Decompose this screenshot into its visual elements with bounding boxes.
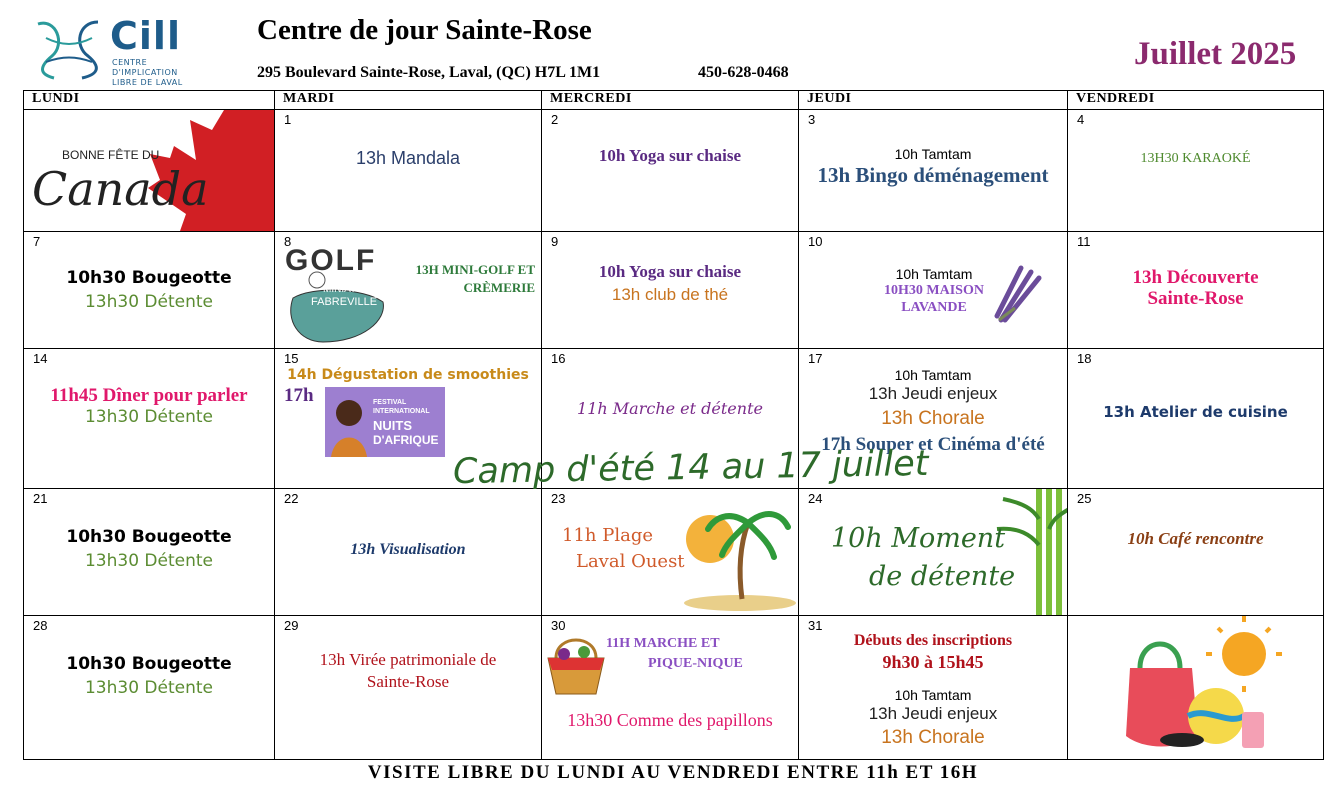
golf-logo-text: GOLF [285, 244, 377, 277]
event-diner: 11h45 Dîner pour parler [50, 385, 248, 406]
day-cell-9 [542, 232, 799, 349]
event-inscriptions-hours: 9h30 à 15h45 [882, 652, 984, 672]
weekday-thursday: JEUDI [799, 91, 1068, 110]
center-phone: 450-628-0468 [698, 64, 789, 81]
day-number: 8 [284, 234, 292, 249]
day-number: 22 [284, 491, 299, 506]
day-cell-canada [24, 110, 275, 232]
event-chorale: 13h Chorale [881, 727, 985, 748]
event-atelier-cuisine: 13h Atelier de cuisine [1103, 403, 1288, 421]
day-number: 15 [284, 351, 299, 366]
day-cell-25 [1068, 489, 1324, 616]
day-cell-2 [542, 110, 799, 232]
logo-subtitle-line-1: CENTRE D'IMPLICATION [112, 58, 178, 77]
event-bougeotte: 10h30 Bougeotte [66, 527, 232, 547]
weekday-friday: VENDREDI [1068, 91, 1324, 110]
event-bougeotte: 10h30 Bougeotte [66, 654, 232, 674]
event-tamtam: 10h Tamtam [894, 367, 972, 383]
festival-line-4: D'AFRIQUE [373, 433, 439, 447]
day-number: 9 [551, 234, 559, 249]
logo-subtitle [112, 58, 202, 88]
event-mandala: 13h Mandala [355, 148, 461, 168]
day-cell-24 [799, 489, 1068, 616]
logo-text: Cill [110, 14, 181, 58]
visit-hours-footer: VISITE LIBRE DU LUNDI AU VENDREDI ENTRE 11h ET 16H [367, 762, 979, 783]
festival-line-2: INTERNATIONAL [373, 408, 430, 415]
day-cell-29 [275, 616, 542, 760]
event-cafe-rencontre: 10h Café rencontre [1127, 529, 1264, 548]
center-address: 295 Boulevard Sainte-Rose, Laval, (QC) H7L 1M1 [257, 64, 601, 81]
event-karaoke: 13H30 KARAOKÉ [1140, 151, 1251, 166]
day-number: 30 [551, 618, 566, 633]
event-viree-2: Sainte-Rose [366, 672, 450, 691]
day-cell-3 [799, 110, 1068, 232]
day-number: 23 [551, 491, 566, 506]
day-cell-30 [542, 616, 799, 760]
event-bingo: 13h Bingo déménagement [817, 163, 1049, 187]
center-name: Centre de jour Sainte-Rose [257, 14, 592, 46]
day-cell-4 [1068, 110, 1324, 232]
event-de-detente: de détente [869, 561, 1016, 592]
portrait-icon [327, 387, 371, 457]
day-cell-7 [24, 232, 275, 349]
event-laval-ouest: Laval Ouest [576, 551, 685, 572]
event-pique-nique: PIQUE-NIQUE [648, 656, 743, 671]
event-marche-pique: 11H MARCHE ET [606, 636, 720, 651]
event-decouverte: 13h Découverte [1132, 267, 1259, 288]
day-number: 3 [808, 112, 816, 127]
day-number: 16 [551, 351, 566, 366]
event-detente: 13h30 Détente [84, 407, 213, 427]
day-number: 29 [284, 618, 299, 633]
event-marche-detente: 11h Marche et détente [577, 399, 763, 418]
day-number: 24 [808, 491, 823, 506]
month-title: Juillet 2025 [1134, 36, 1297, 72]
event-jeudi-enjeux: 13h Jeudi enjeux [868, 704, 998, 723]
canada-greeting: BONNE FÊTE DU [62, 148, 160, 162]
event-detente: 13h30 Détente [84, 551, 213, 571]
week-row-2 [24, 232, 1324, 349]
day-cell-28 [24, 616, 275, 760]
week-row-1 [24, 110, 1324, 232]
day-cell-18 [1068, 349, 1324, 489]
event-sainte-rose: Sainte-Rose [1147, 288, 1244, 309]
weekday-tuesday: MARDI [275, 91, 542, 110]
event-plage: 11h Plage [562, 525, 653, 546]
day-number: 7 [33, 234, 41, 249]
event-detente: 13h30 Détente [84, 292, 213, 312]
weekday-monday: LUNDI [24, 91, 275, 110]
day-number: 18 [1077, 351, 1092, 366]
day-number: 21 [33, 491, 48, 506]
event-chorale: 13h Chorale [881, 408, 985, 429]
event-cremerie: CRÈMERIE [463, 280, 535, 295]
event-detente: 13h30 Détente [84, 678, 213, 698]
event-tamtam: 10h Tamtam [894, 687, 972, 703]
golf-logo-sub-2: FABREVILLE [311, 296, 378, 308]
day-cell-summer-art [1068, 616, 1324, 760]
summer-beach-bag-icon [1068, 616, 1324, 759]
weekday-header-row [24, 91, 1324, 110]
event-viree: 13h Virée patrimoniale de [319, 650, 497, 669]
week-row-4 [24, 489, 1324, 616]
picnic-basket-icon [544, 628, 608, 698]
event-bougeotte: 10h30 Bougeotte [66, 268, 232, 288]
day-number: 11 [1077, 234, 1091, 249]
day-cell-1 [275, 110, 542, 232]
event-yoga: 10h Yoga sur chaise [598, 262, 742, 281]
event-yoga: 10h Yoga sur chaise [598, 146, 742, 165]
festival-line-1: FESTIVAL [373, 399, 407, 406]
golf-logo-sub-1: MINIATURE [323, 284, 378, 295]
event-inscriptions: Débuts des inscriptions [853, 632, 1013, 649]
day-number: 1 [284, 112, 292, 127]
day-number: 17 [808, 351, 823, 366]
day-cell-23 [542, 489, 799, 616]
calendar-grid [23, 90, 1324, 760]
event-smoothies: 14h Dégustation de smoothies [287, 367, 529, 383]
event-tamtam: 10h Tamtam [894, 146, 972, 162]
day-cell-14 [24, 349, 275, 489]
event-maison-lavande-2: LAVANDE [901, 300, 967, 315]
day-cell-11 [1068, 232, 1324, 349]
day-cell-31 [799, 616, 1068, 760]
festival-line-3: NUITS [373, 418, 412, 433]
event-souper-cinema: 17h Souper et Cinéma d'été [821, 434, 1045, 455]
day-number: 14 [33, 351, 48, 366]
day-number: 28 [33, 618, 48, 633]
event-festival-time: 17h [284, 385, 314, 406]
cill-logo-mark-icon [32, 16, 110, 82]
day-number: 10 [808, 234, 823, 249]
camp-banner: Camp d'été 14 au 17 juillet [452, 443, 929, 493]
event-tamtam: 10h Tamtam [895, 266, 973, 282]
event-club-the: 13h club de thé [611, 285, 729, 304]
cill-logo [32, 14, 202, 87]
day-number: 2 [551, 112, 559, 127]
day-cell-8 [275, 232, 542, 349]
event-maison-lavande: 10H30 MAISON [884, 283, 984, 298]
canada-script: Canada [32, 162, 209, 216]
day-number: 25 [1077, 491, 1092, 506]
event-moment: 10h Moment [831, 523, 1006, 554]
day-number: 4 [1077, 112, 1085, 127]
day-cell-21 [24, 489, 275, 616]
palm-beach-icon [678, 499, 796, 611]
day-cell-10 [799, 232, 1068, 349]
event-jeudi-enjeux: 13h Jeudi enjeux [868, 384, 998, 403]
day-number: 31 [808, 618, 823, 633]
event-visualisation: 13h Visualisation [350, 541, 466, 558]
event-mini-golf: 13H MINI-GOLF ET [415, 262, 535, 277]
festival-poster [325, 387, 445, 457]
event-papillons: 13h30 Comme des papillons [567, 710, 773, 730]
day-cell-22 [275, 489, 542, 616]
logo-subtitle-line-2: LIBRE DE LAVAL [112, 78, 183, 87]
week-row-5 [24, 616, 1324, 760]
weekday-wednesday: MERCREDI [542, 91, 799, 110]
